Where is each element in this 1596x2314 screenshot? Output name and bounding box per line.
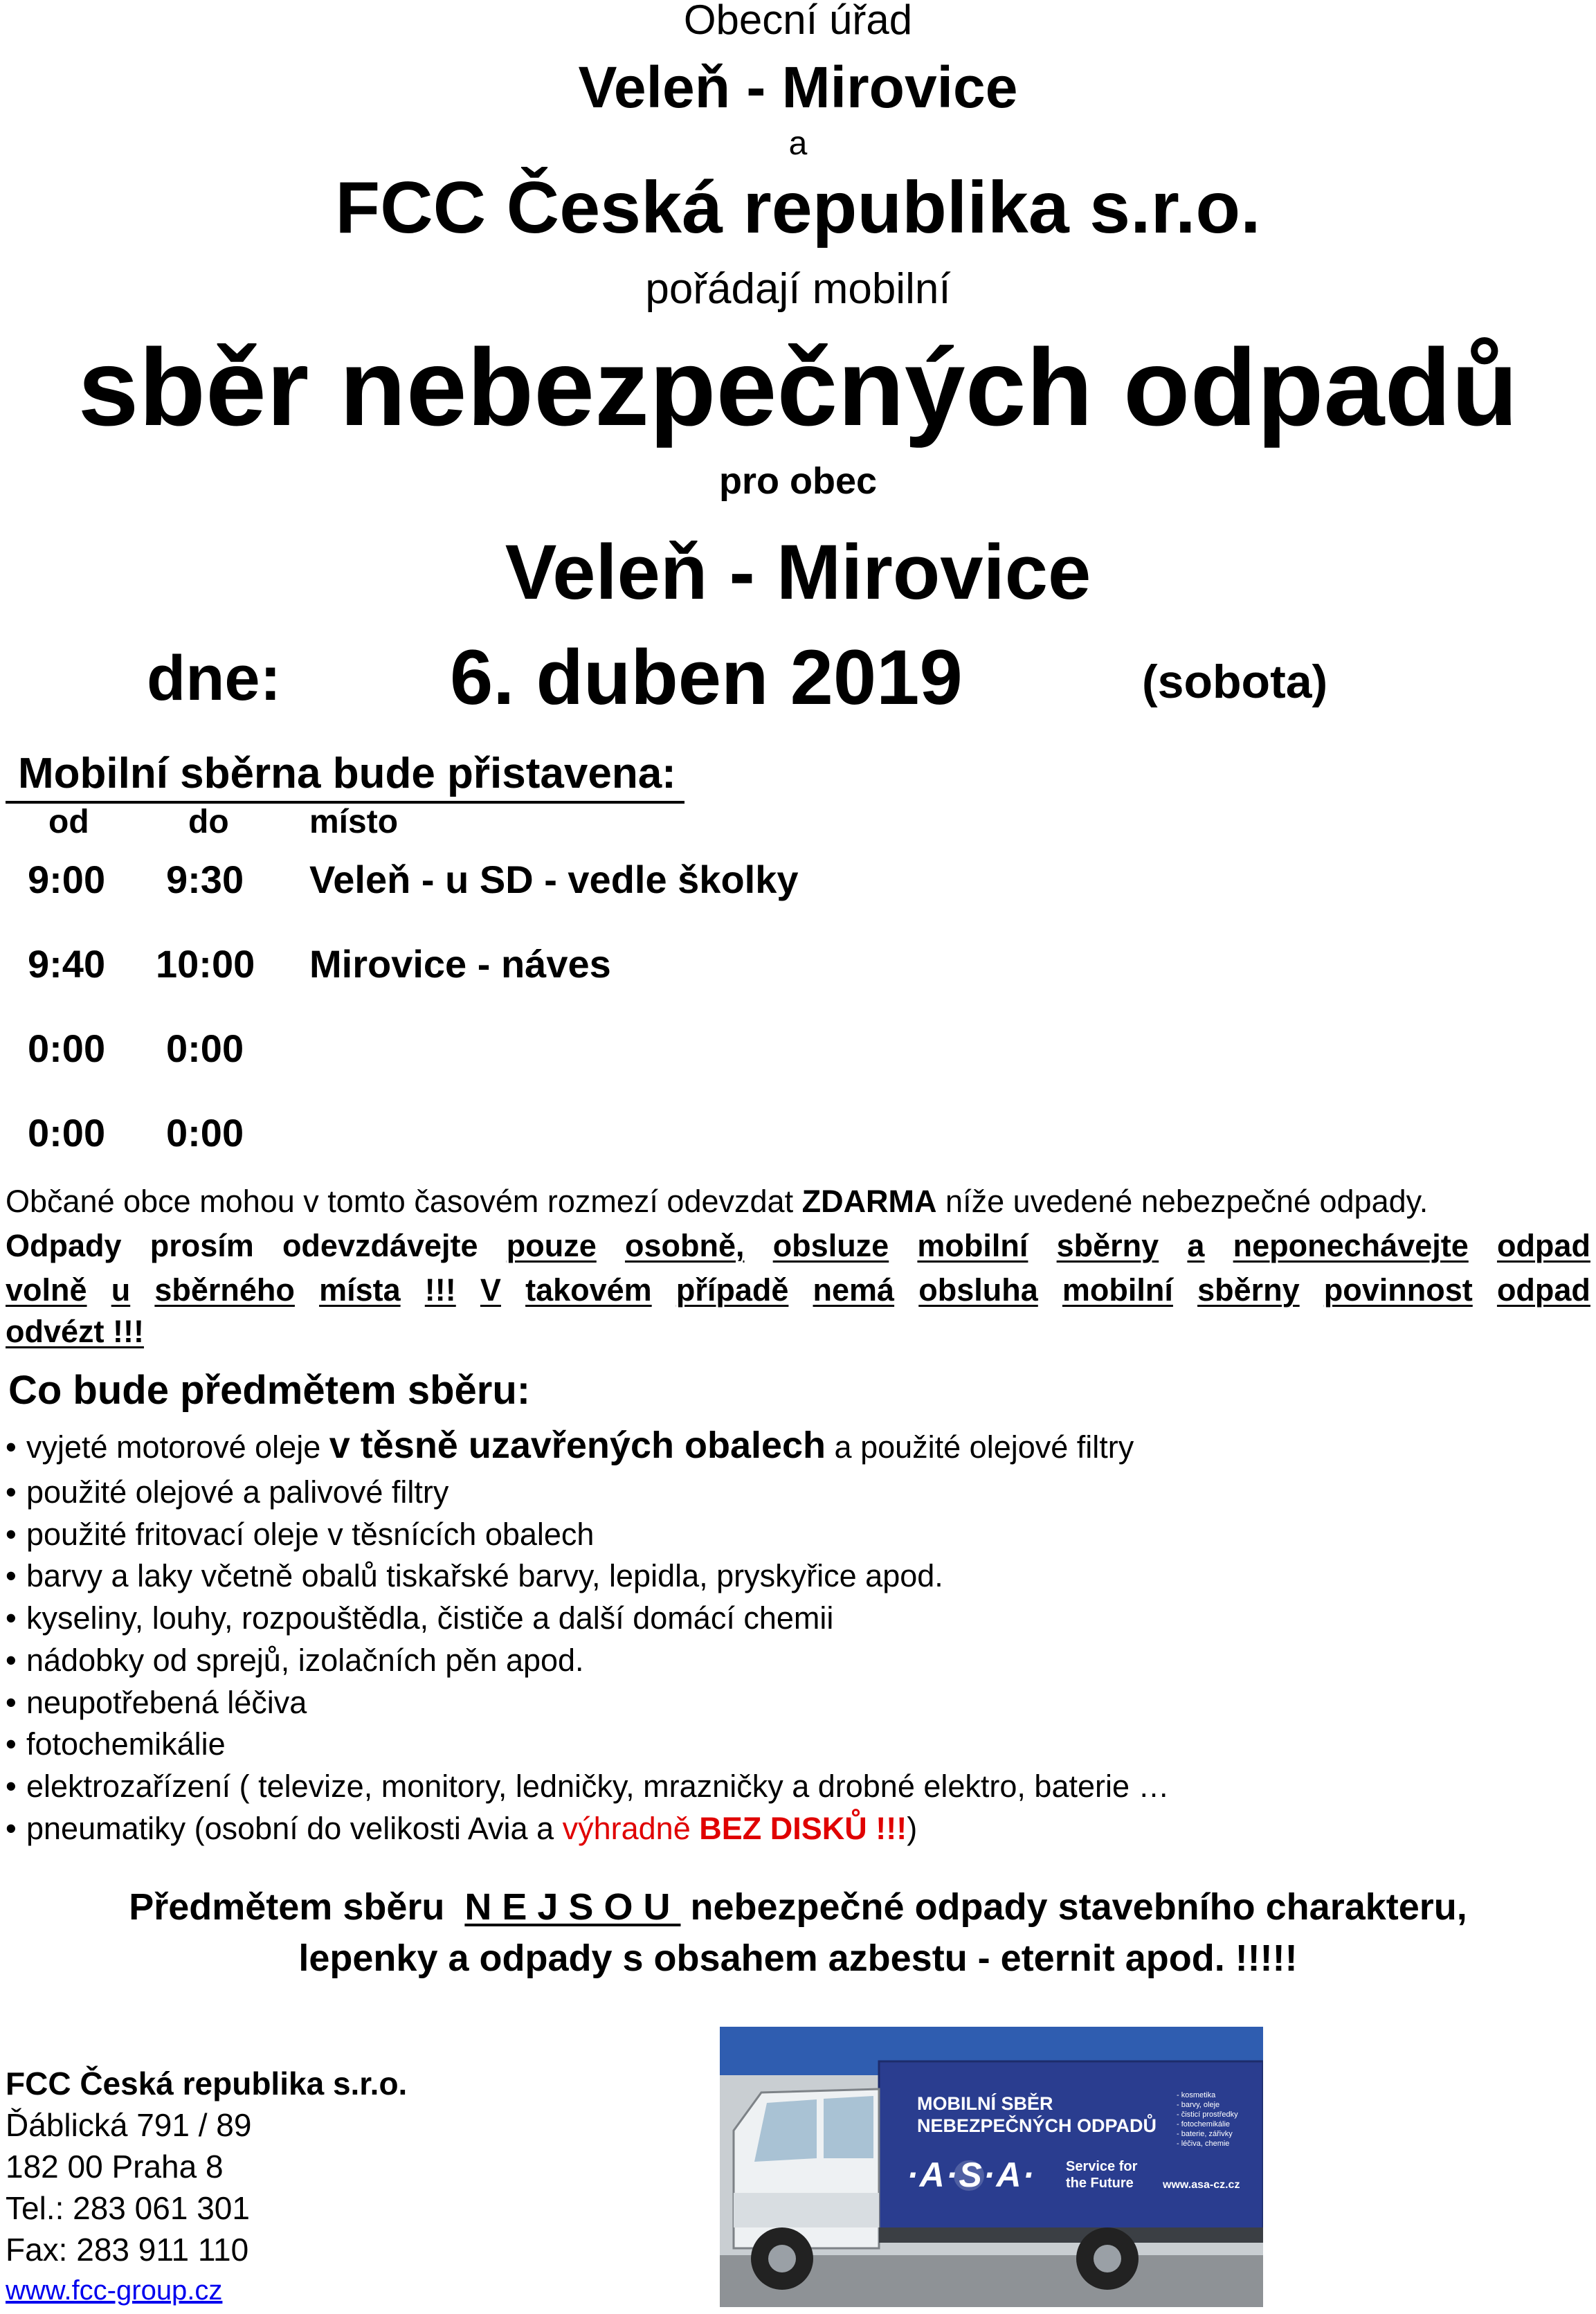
truck-photo xyxy=(720,2027,1263,2307)
exclusion-line-1 xyxy=(0,1886,1596,1928)
collected-items-list xyxy=(6,1421,1170,1850)
truck-list-item: - léčiva, chemie xyxy=(1177,2140,1230,2148)
time-from: 9:40 xyxy=(28,942,106,986)
item-text: kyseliny, louhy, rozpouštědla, čističe a další domácí chemii xyxy=(26,1600,834,1636)
item-text: neupotřebená léčiva xyxy=(26,1684,307,1720)
warning-word: sběrného xyxy=(154,1272,295,1308)
bullet: • xyxy=(6,1684,17,1720)
organizer-company: FCC Česká republika s.r.o. xyxy=(335,167,1261,248)
warning-word: volně xyxy=(6,1272,87,1308)
warning-word: osobně, xyxy=(624,1228,745,1263)
truck-slogan-line-2: the Future xyxy=(1066,2176,1134,2191)
company-city: 182 00 Praha 8 xyxy=(6,2149,224,2185)
list-item xyxy=(6,1682,1170,1724)
truck-banner xyxy=(917,2092,1157,2137)
truck-slogan-line-1: Service for xyxy=(1066,2159,1138,2174)
column-place: místo xyxy=(309,804,399,840)
item-text: použité fritovací oleje v těsnících obalech xyxy=(26,1516,595,1552)
item-warning-bold: BEZ DISKŮ !!! xyxy=(699,1810,907,1846)
organizer-office: Obecní úřad xyxy=(683,0,913,43)
truck-banner-line-2: NEBEZPEČNÝCH ODPADŮ xyxy=(917,2115,1157,2136)
truck-list-item: - čisticí prostředky xyxy=(1177,2110,1238,2119)
warning-line-2 xyxy=(6,1268,1590,1312)
warning-word: případě xyxy=(675,1272,789,1308)
company-website-link[interactable]: www.fcc-group.cz xyxy=(6,2275,223,2306)
schedule-heading-text: Mobilní sběrna bude přistavena: xyxy=(18,750,676,797)
time-from: 0:00 xyxy=(28,1111,106,1155)
bullet: • xyxy=(6,1768,17,1804)
bullet: • xyxy=(6,1429,17,1465)
company-street: Ďáblická 791 / 89 xyxy=(6,2107,252,2143)
truck-list-item: - barvy, oleje xyxy=(1177,2101,1220,2109)
intro-text: pořádají mobilní xyxy=(645,265,951,313)
warning-line-1 xyxy=(6,1224,1590,1268)
item-text-end: a použité olejové filtry xyxy=(826,1429,1134,1465)
warning-word: odpad xyxy=(1496,1228,1590,1263)
notice-text-end: níže uvedené nebezpečné odpady. xyxy=(936,1184,1429,1219)
notice-text: Občané obce mohou v tomto časovém rozmezí odevzdat xyxy=(6,1184,802,1219)
municipality-name: Veleň - Mirovice xyxy=(505,529,1091,615)
conjunction: a xyxy=(788,125,808,162)
bullet: • xyxy=(6,1810,17,1846)
time-to: 0:00 xyxy=(166,1111,244,1155)
truck-slogan xyxy=(1066,2158,1137,2191)
time-from: 0:00 xyxy=(28,1027,106,1070)
warning-word: pouze xyxy=(506,1228,597,1263)
item-text: nádobky od sprejů, izolačních pěn apod. xyxy=(26,1642,584,1678)
warning-end: odvézt !!! xyxy=(6,1314,144,1349)
warning-word: neponechávejte xyxy=(1233,1228,1469,1263)
exclusion-text-end: nebezpečné odpady stavebního charakteru, xyxy=(690,1886,1467,1928)
truck-banner-line-1: MOBILNÍ SBĚR xyxy=(917,2093,1053,2114)
time-to: 0:00 xyxy=(166,1027,244,1070)
place: Mirovice - náves xyxy=(309,942,611,986)
item-text: vyjeté motorové oleje xyxy=(26,1429,329,1465)
exclusion-emphasis: N E J S O U xyxy=(464,1886,681,1928)
list-item xyxy=(6,1472,1170,1514)
bullet: • xyxy=(6,1600,17,1636)
warning-word: !!! xyxy=(424,1272,456,1308)
exclusion-text: Předmětem sběru xyxy=(129,1886,455,1928)
time-from: 9:00 xyxy=(28,858,106,901)
time-to: 9:30 xyxy=(166,858,244,901)
truck-list-item: - kosmetika xyxy=(1177,2091,1216,2099)
list-item xyxy=(6,1766,1170,1808)
warning-word: takovém xyxy=(525,1272,652,1308)
list-item xyxy=(6,1640,1170,1682)
notice-free-disposal xyxy=(6,1179,1590,1224)
warning-word: u xyxy=(111,1272,131,1308)
column-from: od xyxy=(48,804,89,840)
warning-word: povinnost xyxy=(1323,1272,1473,1308)
event-weekday: (sobota) xyxy=(1142,656,1328,708)
list-item xyxy=(6,1598,1170,1640)
warning-word: odpad xyxy=(1496,1272,1590,1308)
warning-word: nemá xyxy=(813,1272,895,1308)
list-item xyxy=(6,1555,1170,1598)
list-item xyxy=(6,1421,1170,1472)
for-label: pro obec xyxy=(718,460,878,502)
notice-free-word: ZDARMA xyxy=(801,1184,937,1219)
warning-word: V xyxy=(480,1272,501,1308)
schedule-heading xyxy=(6,749,684,804)
item-text: použité olejové a palivové filtry xyxy=(26,1474,449,1510)
warning-word: mobilní xyxy=(917,1228,1028,1263)
list-item xyxy=(6,1514,1170,1556)
item-text-end: ) xyxy=(907,1810,918,1846)
item-emphasis: v xyxy=(329,1425,361,1466)
date-label: dne: xyxy=(147,643,282,714)
item-text: barvy a laky včetně obalů tiskařské barvy, lepidla, pryskyřice apod. xyxy=(26,1558,943,1594)
warning-word: obsluze xyxy=(772,1228,889,1263)
item-warning: výhradně xyxy=(562,1810,700,1846)
warning-word: sběrny xyxy=(1056,1228,1159,1263)
event-title: sběr nebezpečných odpadů xyxy=(78,327,1518,449)
warning-word: sběrny xyxy=(1197,1272,1300,1308)
company-fax: Fax: 283 911 110 xyxy=(6,2232,249,2268)
event-date: 6. duben 2019 xyxy=(450,634,963,721)
warning-word: místa xyxy=(319,1272,401,1308)
item-emphasis: těsně uzavřených obalech xyxy=(360,1425,826,1466)
truck-service-list xyxy=(1177,2090,1238,2149)
list-item xyxy=(6,1808,1170,1850)
bullet: • xyxy=(6,1642,17,1678)
bullet: • xyxy=(6,1516,17,1552)
organizer-municipality: Veleň - Mirovice xyxy=(578,55,1018,120)
column-to: do xyxy=(188,804,229,840)
warning-word: obsluha xyxy=(918,1272,1038,1308)
warning-line-3 xyxy=(6,1310,1590,1354)
time-to: 10:00 xyxy=(156,942,255,986)
truck-list-item: - fotochemikálie xyxy=(1177,2120,1231,2128)
bullet: • xyxy=(6,1726,17,1762)
truck-web: www.asa-cz.cz xyxy=(1163,2179,1240,2191)
item-text: pneumatiky (osobní do velikosti Avia a xyxy=(26,1810,563,1846)
company-name: FCC Česká republika s.r.o. xyxy=(6,2066,408,2101)
truck-asa-logo: ·A·S·A· xyxy=(907,2155,1036,2194)
company-phone: Tel.: 283 061 301 xyxy=(6,2190,250,2226)
item-text: elektrozařízení ( televize, monitory, ledničky, mrazničky a drobné elektro, baterie … xyxy=(26,1768,1170,1804)
place: Veleň - u SD - vedle školky xyxy=(309,858,799,901)
truck-list-item: - baterie, zářivky xyxy=(1177,2130,1233,2138)
warning-word: mobilní xyxy=(1062,1272,1173,1308)
warning-word: a xyxy=(1187,1228,1205,1263)
item-text: fotochemikálie xyxy=(26,1726,226,1762)
bullet: • xyxy=(6,1474,17,1510)
bullet: • xyxy=(6,1558,17,1594)
warning-lead: Odpady prosím odevzdávejte xyxy=(6,1228,478,1263)
exclusion-line-2: lepenky a odpady s obsahem azbestu - eternit apod. !!!!! xyxy=(298,1937,1298,1979)
collected-heading: Co bude předmětem sběru: xyxy=(8,1368,531,1413)
list-item xyxy=(6,1724,1170,1766)
